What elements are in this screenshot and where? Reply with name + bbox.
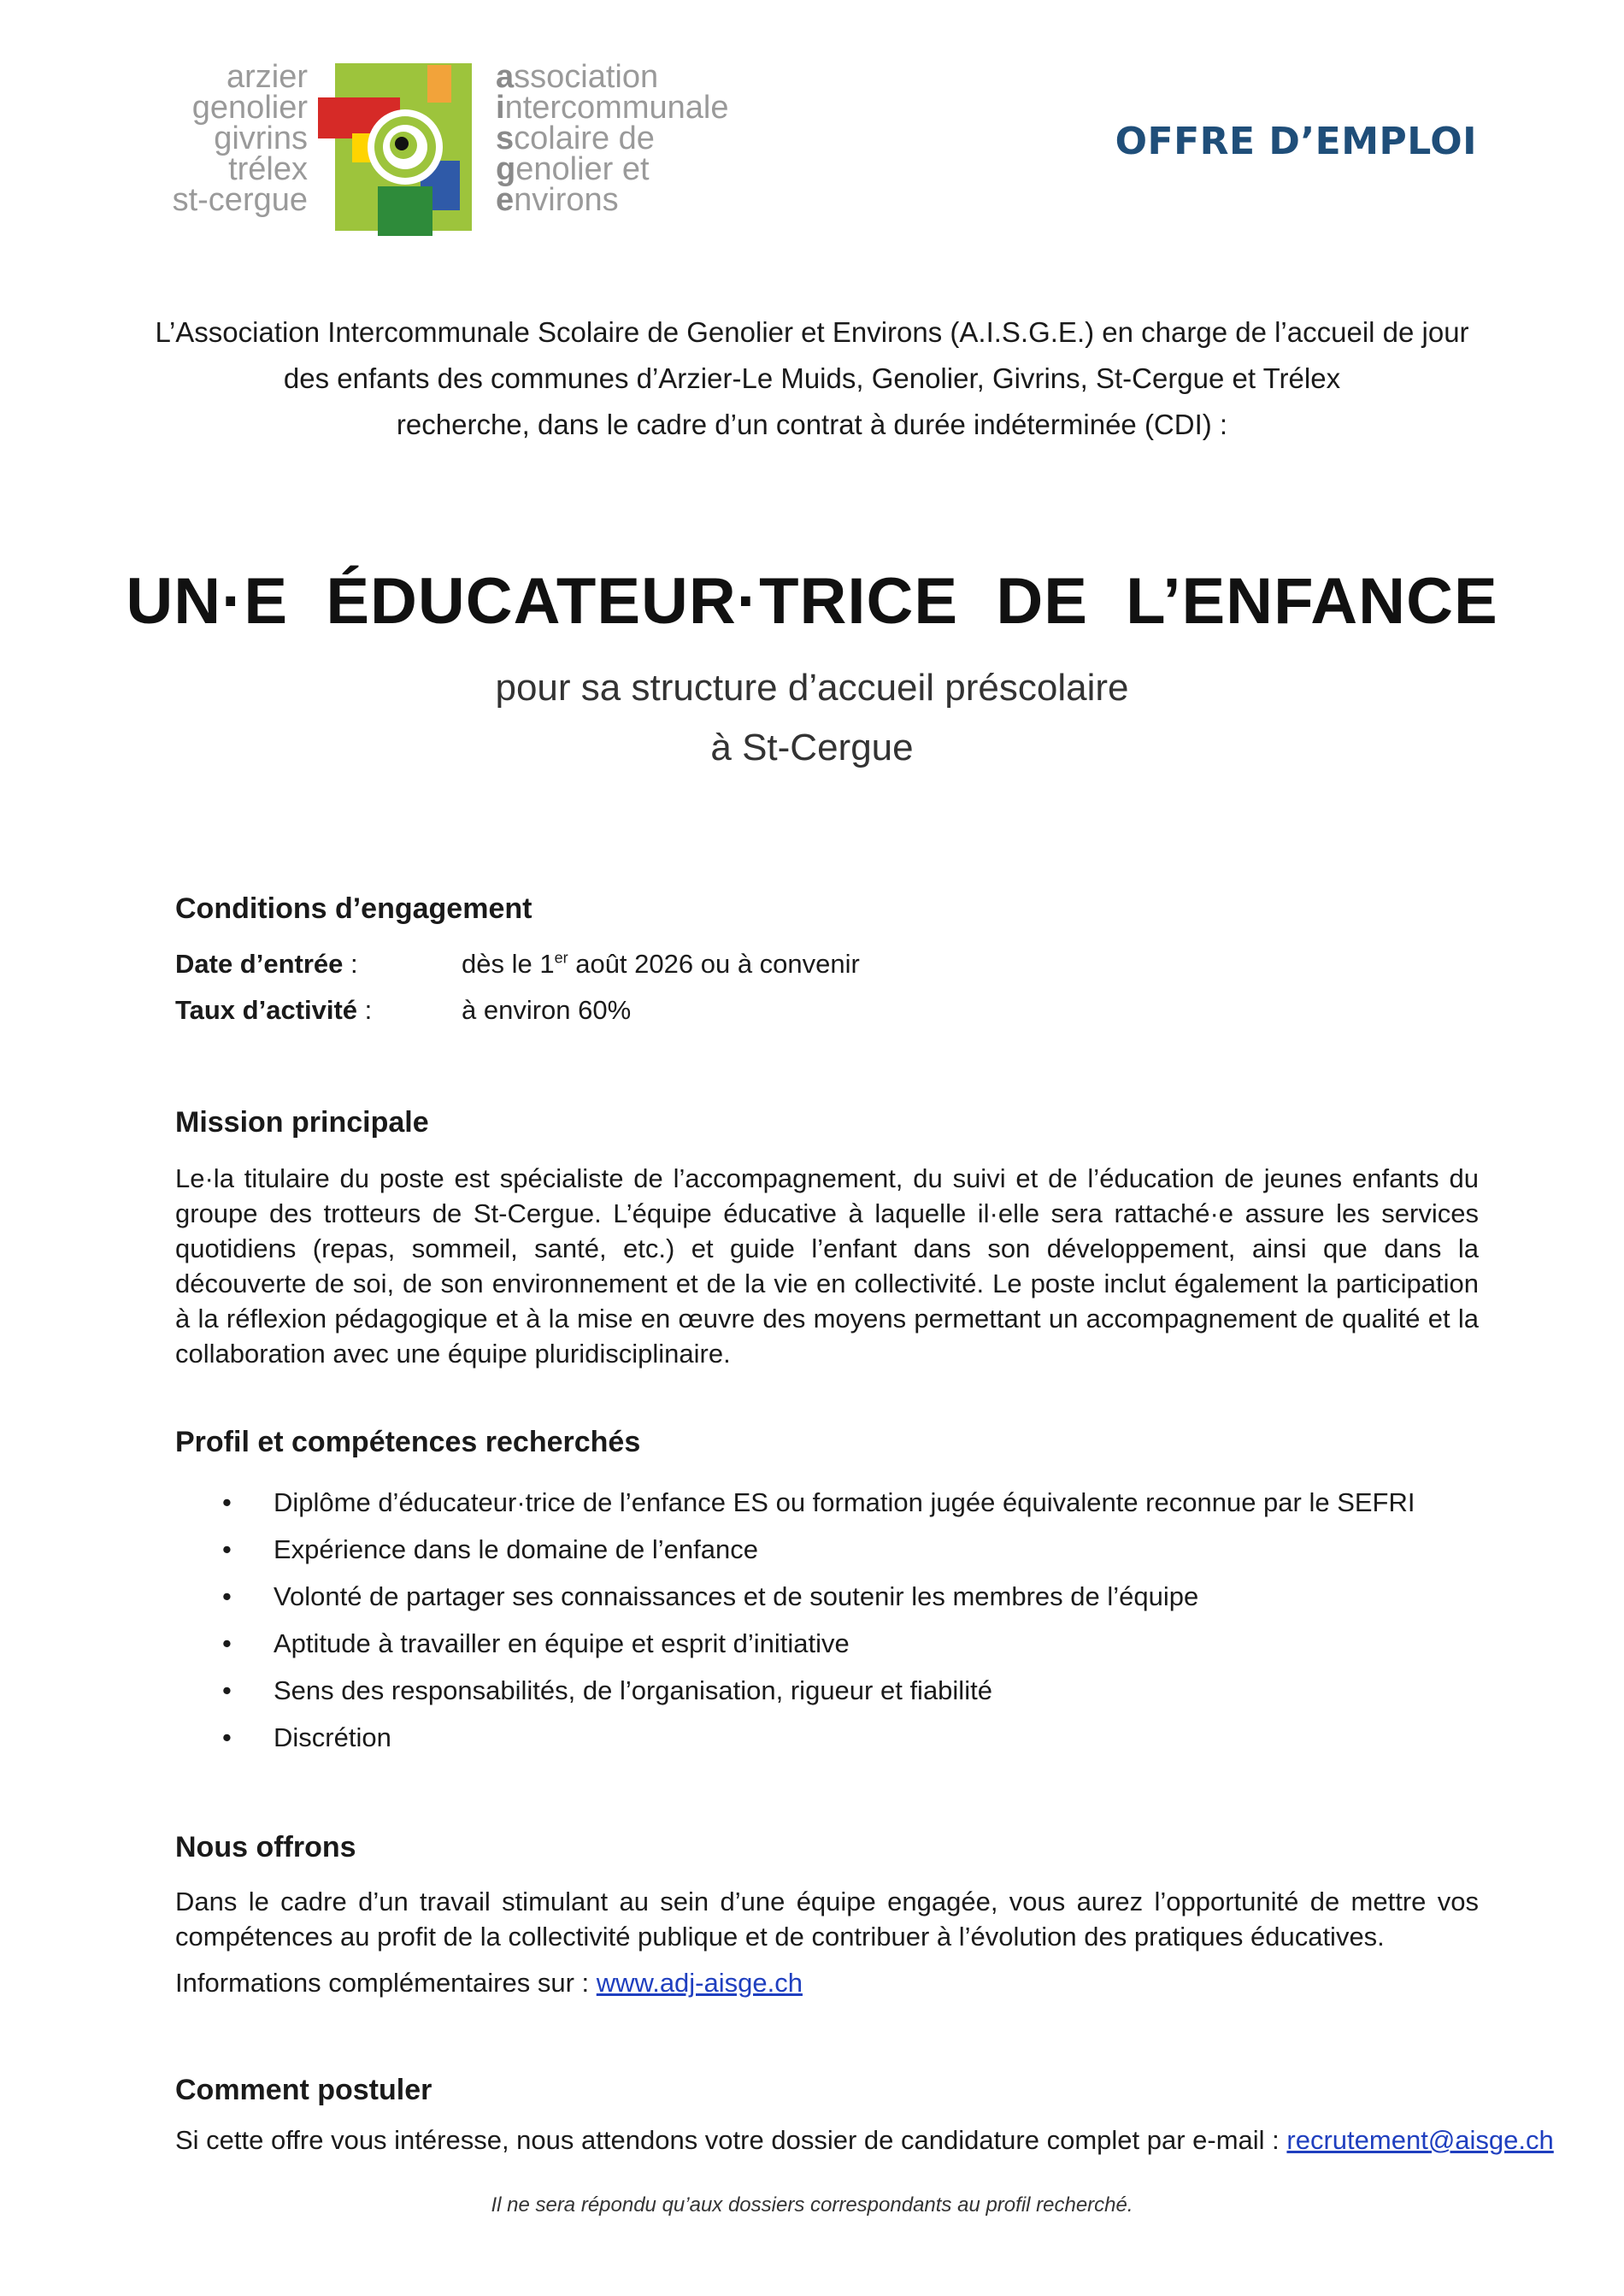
bullet-icon: • <box>222 1722 232 1752</box>
profile-heading: Profil et compétences recherchés <box>175 1426 641 1458</box>
logo-word: nvirons <box>514 182 619 218</box>
mission-text: Le·la titulaire du poste est spécialiste de l’accompagnement, du suivi et de l’éducation de jeunes enfants du groupe des trotteurs de St-Cergue. L’équipe éducative à laquelle il·elle sera rattaché·e assure les services quotidiens (repas, sommeil, santé, etc.) et guide l’enfant dans son développement, ainsi que dans la découverte de soi, de son environnement et de la vie en collectivité. Le poste inclut également la participation à la réflexion pédagogique et à la mise en œuvre des moyens permettant un accompagnement de qualité et la collaboration avec une équipe pluridisciplinaire. <box>175 1163 1479 1369</box>
logo-commune-text: trélex <box>228 151 308 187</box>
list-item-text: Sens des responsabilités, de l’organisation, rigueur et fiabilité <box>274 1675 992 1705</box>
intro-line: L’Association Intercommunale Scolaire de Genolier et Environs (A.I.S.G.E.) en charge de l’accueil de jour <box>155 316 1469 348</box>
start-date-value <box>462 949 860 979</box>
list-item-text: Discrétion <box>274 1722 391 1752</box>
info-label: Informations complémentaires sur : <box>175 1968 597 1998</box>
bullet-icon: • <box>222 1487 232 1517</box>
apply-text: Si cette offre vous intéresse, nous attendons votre dossier de candidature complet par e-mail : <box>175 2125 1287 2155</box>
apply-row <box>175 2125 1554 2156</box>
logo-word: ntercommunale <box>504 90 729 126</box>
start-date-value-post: août 2026 ou à convenir <box>568 949 860 979</box>
activity-rate-value: à environ 60% <box>462 995 632 1025</box>
intro-text <box>0 309 1624 448</box>
logo-commune-text: arzier <box>226 59 308 95</box>
job-subtitle-line: pour sa structure d’accueil préscolaire <box>495 667 1129 709</box>
footnote: Il ne sera répondu qu’aux dossiers correspondants au profil recherché. <box>491 2193 1133 2217</box>
mission-heading: Mission principale <box>175 1106 429 1139</box>
start-date-value-pre: dès le 1 <box>462 949 555 979</box>
activity-rate-row <box>175 995 631 1026</box>
intro-line: des enfants des communes d’Arzier-Le Muids, Genolier, Givrins, St-Cergue et Trélex <box>283 362 1341 394</box>
logo-initial: e <box>496 182 515 218</box>
list-item-text: Expérience dans le domaine de l’enfance <box>274 1534 758 1564</box>
list-item-text: Volonté de partager ses connaissances et de soutenir les membres de l’équipe <box>274 1581 1199 1611</box>
aisge-logo-mark <box>318 58 489 236</box>
intro-line: recherche, dans le cadre d’un contrat à durée indéterminée (CDI) : <box>396 409 1228 440</box>
bullet-icon: • <box>222 1675 232 1705</box>
list-item <box>175 1667 1415 1714</box>
logo-commune-text: st-cergue <box>172 182 308 218</box>
list-item-text: Diplôme d’éducateur·trice de l’enfance ES ou formation jugée équivalente reconnue par le SEFRI <box>274 1487 1415 1517</box>
list-item <box>175 1573 1415 1620</box>
start-date-label: Date d’entrée <box>175 949 344 979</box>
list-item-text: Aptitude à travailler en équipe et esprit d’initiative <box>274 1628 850 1658</box>
list-item <box>175 1526 1415 1573</box>
logo-initial: i <box>496 90 505 126</box>
logo-initial: g <box>496 151 516 187</box>
logo-initial: a <box>496 59 515 95</box>
logo-association <box>496 59 729 218</box>
conditions-heading: Conditions d’engagement <box>175 892 533 925</box>
logo-initial: s <box>496 121 515 156</box>
logo-communes <box>171 59 308 218</box>
list-item <box>175 1479 1415 1526</box>
bullet-icon: • <box>222 1628 232 1658</box>
website-link[interactable]: www.adj-aisge.ch <box>596 1968 803 1998</box>
offer-text: Dans le cadre d’un travail stimulant au sein d’une équipe engagée, vous aurez l’opportunité de mettre vos compétences au profit de la collectivité publique et de contribuer à l’évolution des pratiques éducatives. <box>175 1887 1479 1952</box>
activity-rate-label: Taux d’activité <box>175 995 358 1025</box>
logo-commune-text: givrins <box>214 121 308 156</box>
offer-heading: Nous offrons <box>175 1831 356 1863</box>
offer-title: OFFRE D’EMPLOI <box>1115 120 1477 163</box>
list-item <box>175 1620 1415 1667</box>
activity-rate-colon: : <box>357 995 373 1025</box>
info-row <box>175 1968 803 1999</box>
apply-heading: Comment postuler <box>175 2074 432 2106</box>
logo-commune-text: genolier <box>191 90 308 126</box>
job-subtitle-line: à St-Cergue <box>710 727 914 768</box>
email-link[interactable]: recrutement@aisge.ch <box>1286 2125 1554 2155</box>
job-title: UN·E ÉDUCATEUR·TRICE DE L’ENFANCE <box>126 565 1498 638</box>
logo-word: enolier et <box>515 151 650 187</box>
start-date-sup: er <box>554 949 568 967</box>
profile-list <box>175 1479 1415 1761</box>
bullet-icon: • <box>222 1581 232 1611</box>
list-item <box>175 1714 1415 1761</box>
start-date-colon: : <box>343 949 358 979</box>
start-date-row <box>175 949 860 980</box>
bullet-icon: • <box>222 1534 232 1564</box>
logo-word: ssociation <box>514 59 659 95</box>
logo-word: colaire de <box>514 121 655 156</box>
job-subtitle <box>0 658 1624 778</box>
